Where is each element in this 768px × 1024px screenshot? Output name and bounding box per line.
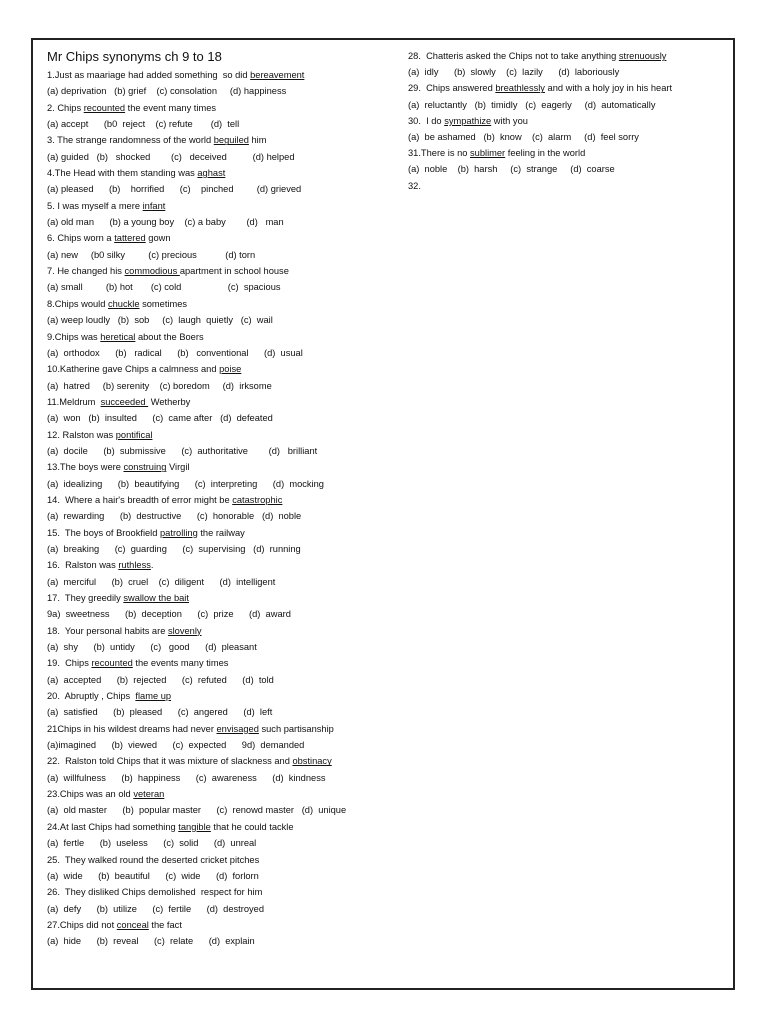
question-text-tail: apartment in school house [179,266,289,277]
left-column [47,48,407,950]
question-text: 29. Chips answered [408,83,496,94]
question-text: 25. They walked round the deserted cricket pitches [47,854,260,865]
question-line [47,361,407,377]
question-text: 24.At last Chips had something [47,821,179,832]
question-line [47,492,407,508]
question-text: 27.Chips did not [47,919,117,930]
question-32-number: 32. [408,180,421,191]
underlined-word: tangible [178,821,211,832]
options-line: (a) breaking (c) guarding (c) supervising (d) running [47,543,301,554]
underlined-word: sympathize [444,115,492,126]
options-line: (a) hide (b) reveal (c) relate (d) explain [47,936,255,947]
options-line: 9a) sweetness (b) deception (c) prize (d) award [47,609,291,620]
question-text-tail: gown [145,233,171,244]
question-text: 8.Chips would [47,298,108,309]
question-text-tail: Wetherby [148,396,191,407]
question-line [47,459,407,475]
question-line [47,394,407,410]
question-text-tail: such partisanship [258,723,334,734]
question-text: 20. Abruptly , Chips [47,691,136,702]
question-line [47,786,407,802]
underlined-word: ruthless [118,560,151,571]
question-line [408,113,728,129]
options-line: (a) accepted (b) rejected (c) refuted (d) told [47,674,274,685]
question-text: 7. He changed his [47,266,125,277]
underlined-word: heretical [100,331,136,342]
question-text: 23.Chips was an old [47,789,134,800]
underlined-word: beguiled [213,135,249,146]
question-text-tail: that he could tackle [210,821,294,832]
underlined-word: patrolling [160,527,198,538]
options-line: (a)imagined (b) viewed (c) expected 9d) demanded [47,740,305,751]
question-line [47,263,407,279]
question-line [47,819,407,835]
question-text: 30. I do [408,115,445,126]
underlined-word: flame up [135,691,172,702]
underlined-word: recounted [83,102,126,113]
question-line [47,427,407,443]
underlined-word: catastrophic [232,494,283,505]
options-line: (a) reluctantly (b) timidly (c) eagerly (d) automatically [408,99,656,110]
options-line: (a) pleased (b) horrified (c) pinched (d) grieved [47,184,302,195]
options-line: (a) idealizing (b) beautifying (c) interpreting (d) mocking [47,478,324,489]
underlined-word: obstinacy [292,756,332,767]
question-text: 22. Ralston told Chips that it was mixture of slackness and [47,756,293,767]
question-text: 17. They greedily [47,593,124,603]
options-line: (a) weep loudly (b) sob (c) laugh quietly (c) wail [47,315,273,326]
right-question-list [408,48,728,178]
question-text-tail: feeling in the world [505,148,586,159]
options-line: (a) rewarding (b) destructive (c) honorable (d) noble [47,511,302,522]
question-text: 28. Chatteris asked the Chips not to take anything [408,51,619,61]
question-text-tail: about the Boers [135,331,204,342]
underlined-word: bereavement [250,70,305,80]
question-text: 3. The strange randomness of the world [47,135,214,146]
question-text: 5. I was myself a mere [47,200,143,211]
question-text-tail: Virgil [166,462,190,473]
question-text-tail: sometimes [139,298,188,309]
question-text: 2. Chips [47,102,84,113]
question-text: 10.Katherine gave Chips a calmness and [47,364,220,375]
question-text: 18. Your personal habits are [47,625,168,636]
underlined-word: tattered [114,233,146,244]
options-line: (a) small (b) hot (c) cold (c) spacious [47,282,281,293]
question-text: 12. Ralston was [47,429,116,440]
question-line [47,557,407,573]
question-text: 14. Where a hair's breadth of error might be [47,494,233,505]
underlined-word: breathlessly [495,83,545,94]
question-text: 6. Chips worn a [47,233,115,244]
question-text-tail: the railway [197,527,245,538]
options-line: (a) won (b) insulted (c) came after (d) defeated [47,413,273,424]
question-text: 15. The boys of Brookfield [47,527,161,538]
left-question-list [47,67,407,950]
question-text-tail: him [248,135,267,146]
question-text: 21Chips in his wildest dreams had never [47,723,217,734]
options-line: (a) defy (b) utilize (c) fertile (d) destroyed [47,903,264,914]
question-line [47,688,407,704]
underlined-word: chuckle [107,298,140,309]
question-text-tail: . [150,560,154,571]
question-text: 19. Chips [47,658,92,669]
options-line: (a) noble (b) harsh (c) strange (d) coarse [408,164,615,175]
right-column [408,48,728,194]
question-line [47,132,407,148]
options-line: (a) merciful (b) cruel (c) diligent (d) intelligent [47,576,276,587]
question-line [47,721,407,737]
underlined-word: succeeded [100,396,149,407]
options-line: (a) orthodox (b) radical (b) conventional (d) usual [47,347,303,358]
question-line [47,623,407,639]
question-line [47,198,407,214]
question-text: 31.There is no [408,148,471,159]
underlined-word: commodious [124,266,180,277]
underlined-word: slovenly [167,625,202,636]
question-line [408,145,728,161]
underlined-word: infant [142,200,166,211]
options-line: (a) docile (b) submissive (c) authoritative (d) brilliant [47,445,318,456]
options-line: (a) guided (b) shocked (c) deceived (d) helped [47,151,295,162]
question-text-tail: the event many times [125,102,217,113]
options-line: (a) wide (b) beautiful (c) wide (d) forlorn [47,870,259,881]
question-text: 13.The boys were [47,462,124,473]
question-text-tail: with you [491,115,528,126]
question-line [47,329,407,345]
question-line [47,753,407,769]
options-line: (a) new (b0 silky (c) precious (d) torn [47,249,256,260]
underlined-word: conceal [116,919,149,930]
page-border [31,38,735,990]
options-line: (a) accept (b0 reject (c) refute (d) tell [47,119,240,130]
underlined-word: veteran [133,789,165,800]
options-line: (a) idly (b) slowly (c) lazily (d) laboriously [408,67,620,78]
options-line: (a) old master (b) popular master (c) renowd master (d) unique [47,805,347,816]
question-line [47,525,407,541]
question-line [47,100,407,116]
question-text: 16. Ralston was [47,560,119,571]
question-line [47,917,407,933]
options-line: (a) old man (b) a young boy (c) a baby (d) man [47,217,284,228]
underlined-word: sublimer [470,148,506,159]
options-line: (a) shy (b) untidy (c) good (d) pleasant [47,642,257,653]
question-text-tail: the fact [148,919,182,930]
underlined-word: strenuously [618,51,667,61]
question-text: 4.The Head with them standing was [47,168,198,179]
options-line: (a) willfulness (b) happiness (c) awareness (d) kindness [47,772,326,783]
underlined-word: poise [219,364,242,375]
underlined-word: aghast [197,168,226,179]
question-line [47,852,407,868]
underlined-word: recounted [91,658,133,669]
underlined-word: pontifical [115,429,153,440]
underlined-word: construing [123,462,167,473]
options-line: (a) hatred (b) serenity (c) boredom (d) irksome [47,380,272,391]
question-text: 9.Chips was [47,331,101,342]
question-line [47,230,407,246]
question-text: 1.Just as maariage had added something so did [47,70,251,80]
question-line [47,67,407,83]
page-title: Mr Chips synonyms ch 9 to 18 [47,49,222,64]
question-line [47,590,407,606]
question-line [47,165,407,181]
question-line [47,884,407,900]
question-text: 26. They disliked Chips demolished respect for him [47,887,263,898]
options-line: (a) deprivation (b) grief (c) consolation (d) happiness [47,86,287,97]
question-text: 11.Meldrum [47,396,101,407]
question-line [47,296,407,312]
options-line: (a) be ashamed (b) know (c) alarm (d) feel sorry [408,132,639,143]
options-line: (a) fertle (b) useless (c) solid (d) unreal [47,838,257,849]
question-text-tail: the events many times [132,658,229,669]
question-line [408,48,728,64]
question-line [47,655,407,671]
question-line [408,80,728,96]
options-line: (a) satisfied (b) pleased (c) angered (d) left [47,707,273,718]
underlined-word: swallow the bait [123,593,189,603]
underlined-word: envisaged [216,723,259,734]
question-text-tail: and with a holy joy in his heart [544,83,673,94]
